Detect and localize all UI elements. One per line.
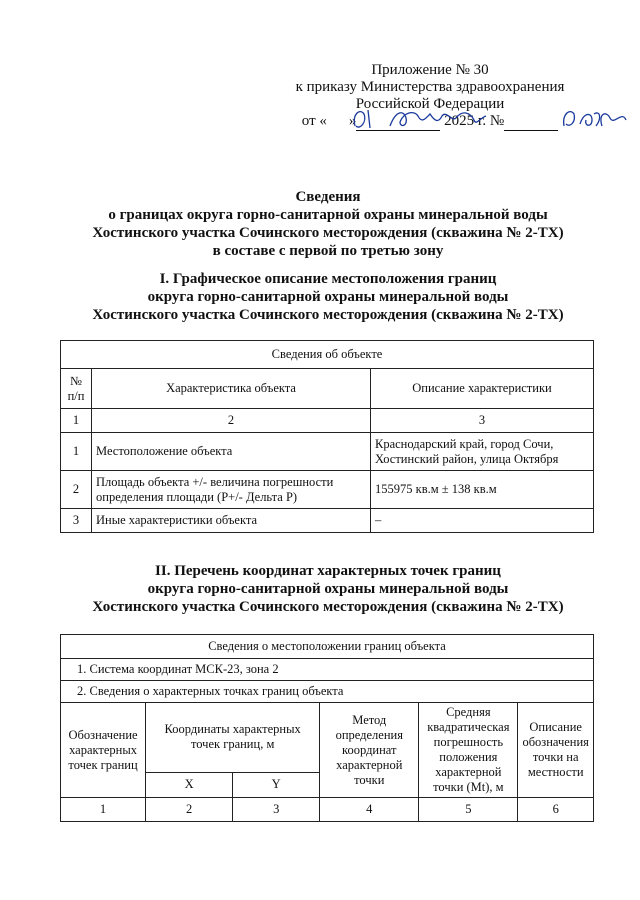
section-2-line-2: округа горно-санитарной охраны минеральной воды [147, 581, 509, 597]
header-y: Y [233, 772, 320, 797]
row-number: 1 [61, 433, 92, 471]
header-x: X [146, 772, 233, 797]
header-point-designation: Обозначение характерных точек границ [61, 703, 146, 798]
document-title [60, 188, 596, 260]
table-row [61, 433, 594, 471]
table2-colnum: 4 [320, 798, 419, 822]
section-1-line-2: округа горно-санитарной охраны минеральной воды [147, 289, 509, 305]
title-line-4: в составе с первой по третью зону [212, 243, 444, 259]
row-number: 2 [61, 471, 92, 509]
title-line-3: Хостинского участка Сочинского месторождения (скважина № 2-ТХ) [92, 225, 564, 241]
table1-caption: Сведения об объекте [61, 341, 594, 369]
title-line-2: о границах округа горно-санитарной охраны минеральной воды [108, 207, 548, 223]
table1-header-description: Описание характеристики [371, 369, 594, 409]
table2-colnum: 6 [518, 798, 594, 822]
date-prefix: от « [301, 113, 327, 129]
table1-colnum: 3 [371, 409, 594, 433]
points-info-item: 2. Сведения о характерных точках границ объекта [61, 681, 594, 703]
row-characteristic: Иные характеристики объекта [92, 509, 371, 533]
row-characteristic: Местоположение объекта [92, 433, 371, 471]
table2-colnum: 3 [233, 798, 320, 822]
appendix-line-3: Российской Федерации [355, 96, 505, 112]
section-1-line-3: Хостинского участка Сочинского месторождения (скважина № 2-ТХ) [92, 307, 564, 323]
section-2-heading [60, 562, 596, 616]
row-number: 3 [61, 509, 92, 533]
header-coordinates: Координаты характерных точек границ, м [146, 703, 320, 773]
section-2-line-3: Хостинского участка Сочинского месторождения (скважина № 2-ТХ) [92, 599, 564, 615]
handwritten-date-signature [330, 96, 630, 140]
table1-colnum: 1 [61, 409, 92, 433]
title-line-1: Сведения [295, 189, 361, 205]
date-year: 2025 г. № [444, 113, 505, 129]
section-2-line-1: II. Перечень координат характерных точек границ [155, 563, 501, 579]
row-value: – [371, 509, 594, 533]
row-value: Краснодарский край, город Сочи, Хостинский район, улица Октября [371, 433, 594, 471]
row-value: 155975 кв.м ± 138 кв.м [371, 471, 594, 509]
table-row [61, 471, 594, 509]
row-characteristic: Площадь объекта +/- величина погрешности определения площади (Р+/- Дельта Р) [92, 471, 371, 509]
table1-header-characteristic: Характеристика объекта [92, 369, 371, 409]
table1-header-num: № п/п [61, 369, 92, 409]
table1-colnum: 2 [92, 409, 371, 433]
section-1-line-1: I. Графическое описание местоположения границ [159, 271, 497, 287]
section-1-heading [60, 270, 596, 324]
object-info-table [60, 340, 594, 533]
coordinate-system-item: 1. Система координат МСК-23, зона 2 [61, 659, 594, 681]
header-method: Метод определения координат характерной точки [320, 703, 419, 798]
table2-colnum: 2 [146, 798, 233, 822]
table2-caption: Сведения о местоположении границ объекта [61, 635, 594, 659]
appendix-line-1: Приложение № 30 [371, 62, 489, 78]
boundary-points-table [60, 634, 594, 822]
date-mid: » [348, 113, 357, 129]
header-point-description: Описание обозначения точки на местности [518, 703, 594, 798]
table-row [61, 509, 594, 533]
appendix-line-2: к приказу Министерства здравоохранения [295, 79, 565, 95]
table2-colnum: 1 [61, 798, 146, 822]
header-mean-error: Средняя квадратическая погрешность положения характерной точки (Mt), м [419, 703, 518, 798]
table2-colnum: 5 [419, 798, 518, 822]
